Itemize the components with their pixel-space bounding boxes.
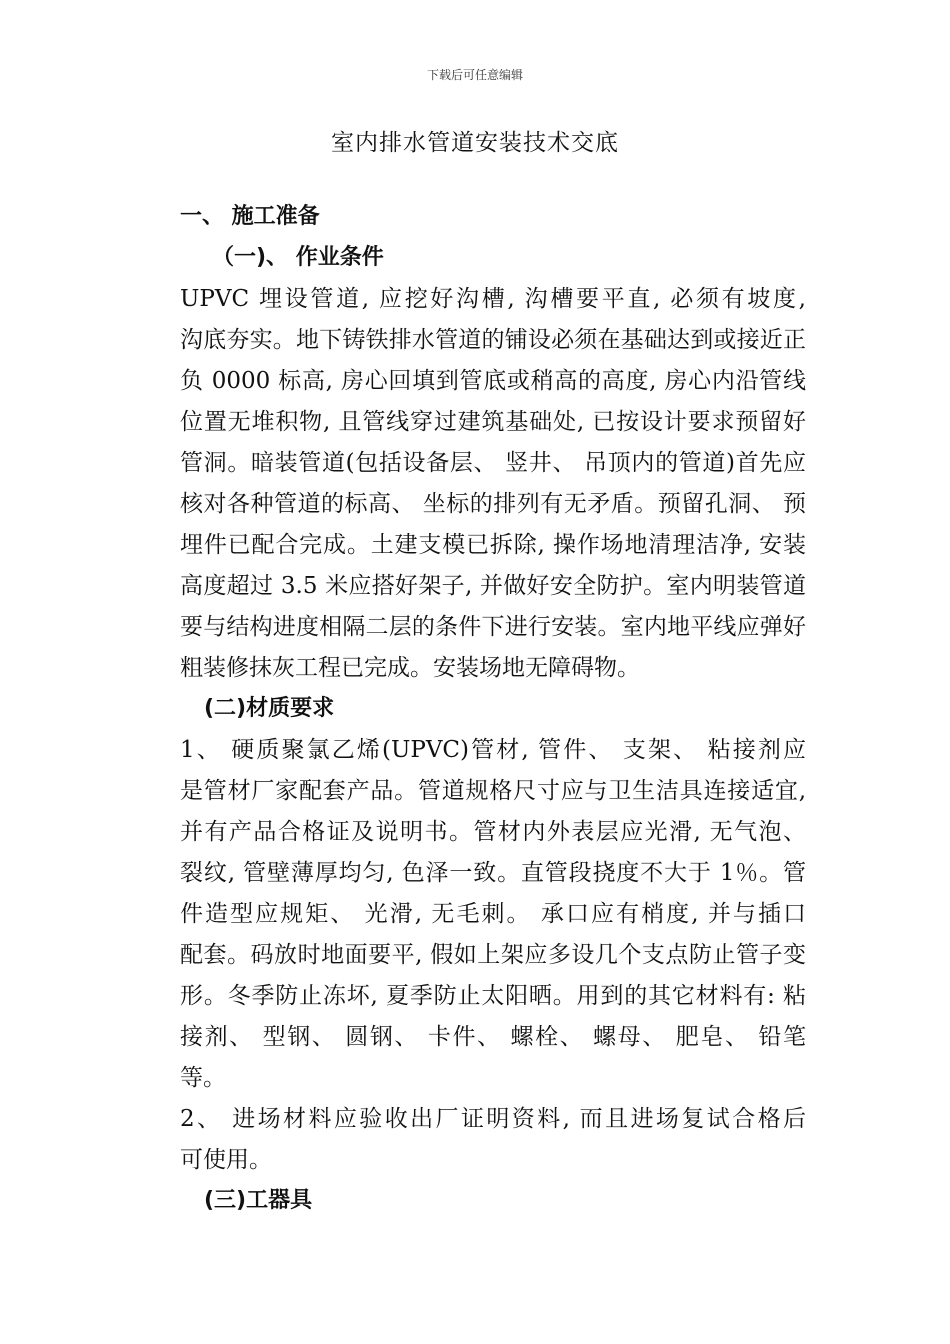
paragraph-line: 并有产品合格证及说明书。管材内外表层应光滑, 无气泡、 xyxy=(180,819,806,845)
paragraph-line: 2、 进场材料应验收出厂证明资料, 而且进场复试合格后 xyxy=(180,1106,806,1132)
paragraph-line: 负 0000 标高, 房心回填到管底或稍高的高度, 房心内沿管线 xyxy=(180,368,806,394)
paragraph-line: 高度超过 3.5 米应搭好架子, 并做好安全防护。室内明装管道 xyxy=(180,573,806,599)
paragraph-line: 是管材厂家配套产品。管道规格尺寸应与卫生洁具连接适宜, xyxy=(180,778,806,804)
paragraph-line: 形。冬季防止冻坏, 夏季防止太阳晒。用到的其它材料有: 粘 xyxy=(180,983,806,1009)
paragraph-line: 配套。码放时地面要平, 假如上架应多设几个支点防止管子变 xyxy=(180,942,806,968)
paragraph-line: 要与结构进度相隔二层的条件下进行安装。室内地平线应弹好 xyxy=(180,614,806,640)
paragraph-line: 位置无堆积物, 且管线穿过建筑基础处, 已按设计要求预留好 xyxy=(180,409,806,435)
subsection-heading-conditions: （一)、 作业条件 xyxy=(212,245,384,270)
paragraph-line: 核对各种管道的标高、 坐标的排列有无矛盾。预留孔洞、 预 xyxy=(180,491,806,517)
document-title: 室内排水管道安装技术交底 xyxy=(331,130,619,156)
paragraph-line: 件造型应规矩、 光滑, 无毛刺。 承口应有梢度, 并与插口 xyxy=(180,901,806,927)
subsection-heading-materials: (二)材质要求 xyxy=(204,696,335,721)
paragraph-line: 沟底夯实。地下铸铁排水管道的铺设必须在基础达到或接近正 xyxy=(180,327,806,353)
header-note: 下载后可任意编辑 xyxy=(426,68,523,82)
section-heading-preparation: 一、 施工准备 xyxy=(180,204,320,229)
subsection-heading-tools: (三)工器具 xyxy=(204,1188,313,1213)
paragraph-line: 裂纹, 管壁薄厚均匀, 色泽一致。直管段挠度不大于 1％。管 xyxy=(180,860,806,886)
paragraph-line: 可使用。 xyxy=(180,1147,272,1173)
paragraph-line: 1、 硬质聚氯乙烯(UPVC)管材, 管件、 支架、 粘接剂应 xyxy=(180,737,806,763)
paragraph-line: 管洞。暗装管道(包括设备层、 竖井、 吊顶内的管道)首先应 xyxy=(180,450,806,476)
paragraph-line: 接剂、 型钢、 圆钢、 卡件、 螺栓、 螺母、 肥皂、 铅笔 xyxy=(180,1024,806,1050)
paragraph-line: 等。 xyxy=(180,1065,226,1091)
paragraph-line: 埋件已配合完成。土建支模已拆除, 操作场地清理洁净, 安装 xyxy=(180,532,806,558)
paragraph-line: UPVC 埋设管道, 应挖好沟槽, 沟槽要平直, 必须有坡度, xyxy=(180,286,806,312)
paragraph-line: 粗装修抹灰工程已完成。安装场地无障碍物。 xyxy=(180,655,640,681)
